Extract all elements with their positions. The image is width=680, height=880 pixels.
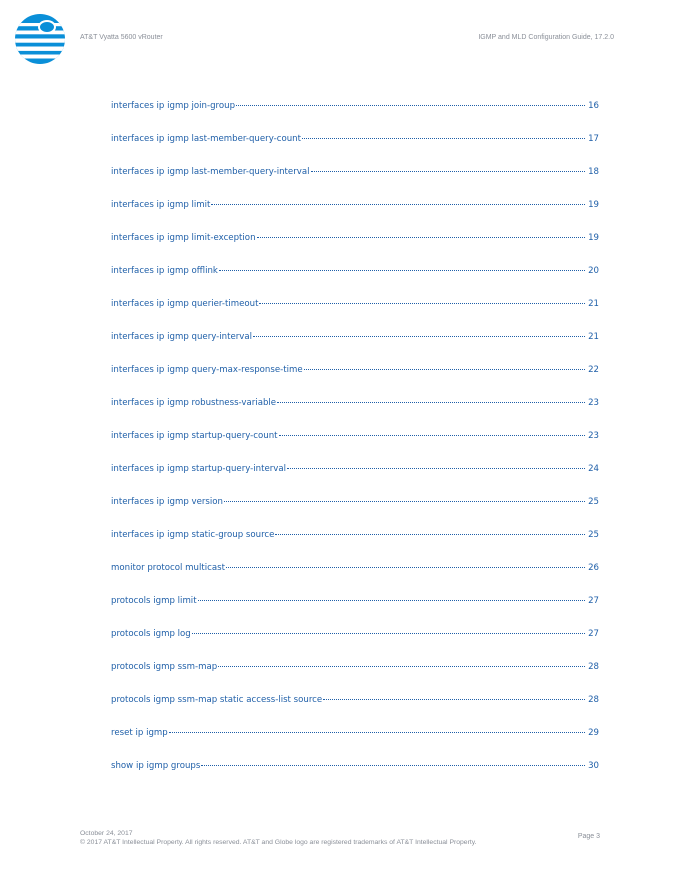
toc-entry-title: protocols igmp ssm-map [111,662,218,672]
toc-entry-link[interactable] [111,497,599,530]
toc-entry-link[interactable] [111,299,599,332]
dot-leader [224,501,585,502]
toc-entry-link[interactable] [111,464,599,497]
toc-entry-title: show ip igmp groups [111,761,201,771]
toc-entry-link[interactable] [111,695,599,728]
toc-entry-title: interfaces ip igmp last-member-query-count [111,134,301,144]
toc-entry-title: interfaces ip igmp join-group [111,101,236,111]
toc-entry-page-number: 27 [588,596,599,606]
toc-entry-link[interactable] [111,596,599,629]
toc-entry-page-number: 20 [588,266,599,276]
dot-leader [287,468,585,469]
table-of-contents [111,101,599,794]
dot-leader [279,435,586,436]
toc-entry-link[interactable] [111,134,599,167]
dot-leader [169,732,585,733]
toc-entry-page-number: 28 [588,662,599,672]
dot-leader [253,336,585,337]
toc-entry-page-number: 28 [588,695,599,705]
toc-entry-link[interactable] [111,662,599,695]
toc-entry-link[interactable] [111,398,599,431]
dot-leader [311,171,586,172]
toc-entry-link[interactable] [111,101,599,134]
dot-leader [226,567,585,568]
toc-entry-page-number: 25 [588,497,599,507]
toc-entry-page-number: 21 [588,299,599,309]
footer-date: October 24, 2017 [80,830,133,837]
toc-entry-link[interactable] [111,200,599,233]
toc-entry-title: reset ip igmp [111,728,168,738]
dot-leader [304,369,585,370]
toc-entry-page-number: 29 [588,728,599,738]
dot-leader [219,270,585,271]
toc-entry-page-number: 23 [588,431,599,441]
toc-entry-page-number: 27 [588,629,599,639]
toc-entry-link[interactable] [111,233,599,266]
toc-entry-page-number: 26 [588,563,599,573]
dot-leader [259,303,585,304]
toc-entry-link[interactable] [111,266,599,299]
toc-entry-title: protocols igmp limit [111,596,197,606]
toc-entry-link[interactable] [111,332,599,365]
dot-leader [236,105,585,106]
header-guide-title: IGMP and MLD Configuration Guide, 17.2.0 [478,34,614,41]
dot-leader [302,138,585,139]
toc-entry-link[interactable] [111,761,599,794]
toc-entry-link[interactable] [111,728,599,761]
dot-leader [211,204,585,205]
dot-leader [275,534,585,535]
footer [80,829,477,847]
toc-entry-title: interfaces ip igmp limit [111,200,211,210]
toc-entry-title: interfaces ip igmp static-group source [111,530,275,540]
toc-entry-link[interactable] [111,365,599,398]
toc-entry-page-number: 17 [588,134,599,144]
toc-entry-link[interactable] [111,530,599,563]
toc-entry-page-number: 30 [588,761,599,771]
toc-entry-title: interfaces ip igmp startup-query-count [111,431,278,441]
toc-entry-title: interfaces ip igmp startup-query-interval [111,464,287,474]
toc-entry-title: interfaces ip igmp last-member-query-interval [111,167,310,177]
toc-entry-title: interfaces ip igmp querier-timeout [111,299,259,309]
toc-entry-title: protocols igmp log [111,629,191,639]
toc-entry-page-number: 21 [588,332,599,342]
dot-leader [201,765,585,766]
dot-leader [192,633,585,634]
header-product-name: AT&T Vyatta 5600 vRouter [80,34,163,41]
toc-entry-page-number: 22 [588,365,599,375]
dot-leader [277,402,585,403]
toc-entry-page-number: 24 [588,464,599,474]
toc-entry-title: interfaces ip igmp version [111,497,223,507]
toc-entry-page-number: 23 [588,398,599,408]
toc-entry-title: interfaces ip igmp offlink [111,266,218,276]
toc-entry-title: interfaces ip igmp query-max-response-time [111,365,303,375]
toc-entry-title: interfaces ip igmp robustness-variable [111,398,277,408]
page-number: Page 3 [577,833,600,840]
dot-leader [257,237,586,238]
dot-leader [323,699,585,700]
att-globe-logo [14,13,66,65]
dot-leader [198,600,585,601]
toc-entry-page-number: 19 [588,233,599,243]
toc-entry-page-number: 16 [588,101,599,111]
toc-entry-link[interactable] [111,629,599,662]
toc-entry-page-number: 19 [588,200,599,210]
dot-leader [218,666,585,667]
footer-copyright: © 2017 AT&T Intellectual Property. All rights reserved. AT&T and Globe logo are registered trademarks of AT&T Intellectual Property. [80,839,477,846]
toc-entry-title: monitor protocol multicast [111,563,225,573]
toc-entry-link[interactable] [111,431,599,464]
toc-entry-page-number: 18 [588,167,599,177]
toc-entry-link[interactable] [111,563,599,596]
toc-entry-title: interfaces ip igmp query-interval [111,332,253,342]
toc-entry-link[interactable] [111,167,599,200]
toc-entry-page-number: 25 [588,530,599,540]
toc-entry-title: interfaces ip igmp limit-exception [111,233,256,243]
toc-entry-title: protocols igmp ssm-map static access-list source [111,695,323,705]
